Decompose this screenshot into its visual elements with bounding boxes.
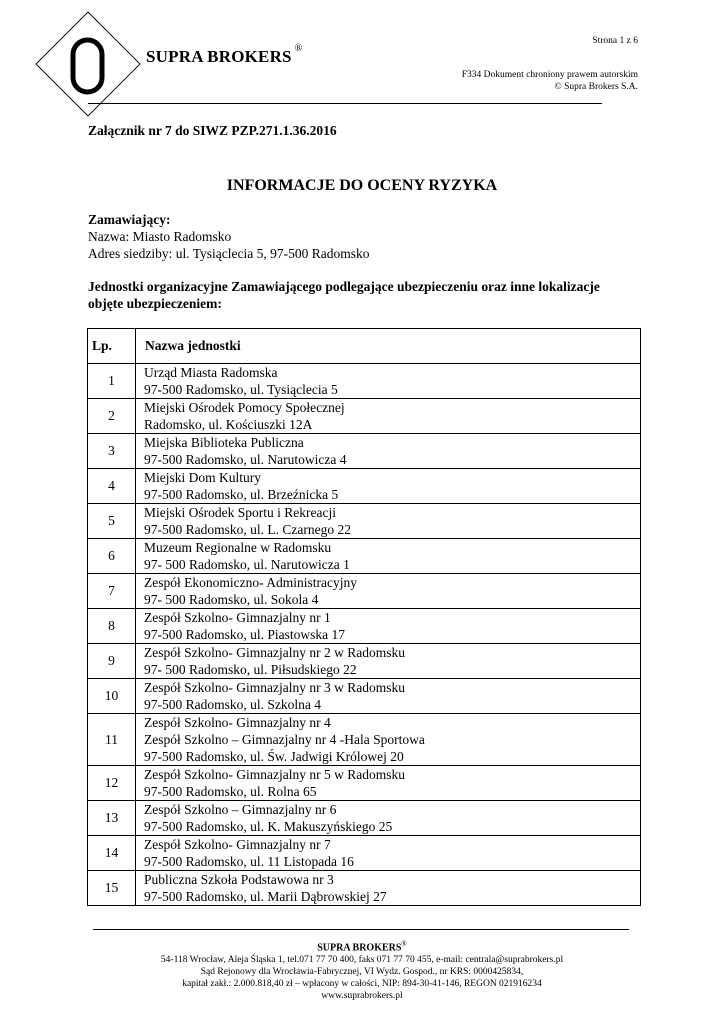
- unit-line: Radomsko, ul. Kościuszki 12A: [144, 417, 313, 432]
- unit-line: 97-500 Radomsko, ul. Piastowska 17: [144, 627, 345, 642]
- unit-name-cell: [136, 679, 641, 714]
- unit-name-cell: [136, 609, 641, 644]
- unit-line: 97-500 Radomsko, ul. Św. Jadwigi Królowej 20: [144, 749, 404, 764]
- client-address: Adres siedziby: ul. Tysiąclecia 5, 97-500 Radomsko: [88, 246, 370, 261]
- attachment-reference: Załącznik nr 7 do SIWZ PZP.271.1.36.2016: [88, 123, 337, 138]
- row-number: 8: [88, 609, 136, 644]
- footer-court: Sąd Rejonowy dla Wrocławia-Fabrycznej, VI Wydz. Gospod., nr KRS: 0000425834,: [200, 967, 524, 978]
- unit-name-cell: [136, 399, 641, 434]
- brand-name: SUPRA BROKERS ®: [146, 43, 303, 66]
- unit-name-cell: [136, 434, 641, 469]
- unit-line: 97-500 Radomsko, ul. L. Czarnego 22: [144, 522, 351, 537]
- unit-line: Zespół Szkolno – Gimnazjalny nr 4 -Hala Sportowa: [144, 732, 425, 747]
- unit-line: 97-500 Radomsko, ul. Marii Dąbrowskiej 27: [144, 889, 387, 904]
- unit-line: Publiczna Szkoła Podstawowa nr 3: [144, 872, 334, 887]
- unit-line: 97-500 Radomsko, ul. K. Makuszyńskiego 25: [144, 819, 393, 834]
- unit-name-cell: [136, 574, 641, 609]
- table-row: [88, 836, 641, 871]
- copyright-note: F334 Dokument chroniony prawem autorskim © Supra Brokers S.A.: [461, 70, 638, 92]
- unit-line: 97-500 Radomsko, ul. Rolna 65: [144, 784, 317, 799]
- table-row: [88, 399, 641, 434]
- table-row: [88, 574, 641, 609]
- header-divider: [88, 103, 602, 104]
- row-number: 4: [88, 469, 136, 504]
- row-number: 9: [88, 644, 136, 679]
- unit-name-cell: [136, 714, 641, 766]
- unit-line: 97-500 Radomsko, ul. Narutowicza 4: [144, 452, 347, 467]
- table-row: [88, 364, 641, 399]
- page-title: INFORMACJE DO OCENY RYZYKA: [226, 177, 498, 194]
- unit-name-cell: [136, 836, 641, 871]
- unit-line: Zespół Szkolno- Gimnazjalny nr 2 w Radomsku: [144, 645, 405, 660]
- footer-website: www.suprabrokers.pl: [321, 991, 403, 1002]
- unit-line: Zespół Szkolno- Gimnazjalny nr 7: [144, 837, 331, 852]
- footer-brand: SUPRA BROKERS®: [317, 940, 407, 954]
- client-name: Nazwa: Miasto Radomsko: [88, 229, 232, 244]
- unit-line: Miejski Ośrodek Pomocy Społecznej: [144, 400, 345, 415]
- column-header-lp: Lp.: [88, 329, 136, 364]
- unit-line: Urząd Miasta Radomska: [144, 365, 278, 380]
- unit-line: Zespół Szkolno- Gimnazjalny nr 3 w Radomsku: [144, 680, 405, 695]
- unit-line: 97- 500 Radomsko, ul. Piłsudskiego 22: [144, 662, 357, 677]
- unit-line: Zespół Szkolno – Gimnazjalny nr 6: [144, 802, 337, 817]
- table-row: [88, 539, 641, 574]
- table-row: [88, 679, 641, 714]
- table-row: [88, 469, 641, 504]
- table-row: [88, 871, 641, 906]
- unit-line: Muzeum Regionalne w Radomsku: [144, 540, 332, 555]
- table-row: [88, 609, 641, 644]
- unit-name-cell: [136, 801, 641, 836]
- unit-line: 97-500 Radomsko, ul. 11 Listopada 16: [144, 854, 354, 869]
- footer-divider: [93, 929, 629, 930]
- row-number: 5: [88, 504, 136, 539]
- row-number: 11: [88, 714, 136, 766]
- unit-name-cell: [136, 766, 641, 801]
- unit-line: 97-500 Radomsko, ul. Tysiąclecia 5: [144, 382, 338, 397]
- units-heading: Jednostki organizacyjne Zamawiającego podlegające ubezpieczeniu oraz inne lokalizacje objęte ubezpieczeniem:: [88, 279, 600, 311]
- table-row: [88, 714, 641, 766]
- unit-line: Miejski Ośrodek Sportu i Rekreacji: [144, 505, 336, 520]
- unit-line: Zespół Szkolno- Gimnazjalny nr 4: [144, 715, 331, 730]
- table-row: [88, 801, 641, 836]
- client-label: Zamawiający:: [88, 212, 171, 227]
- unit-name-cell: [136, 871, 641, 906]
- row-number: 10: [88, 679, 136, 714]
- unit-line: 97-500 Radomsko, ul. Brzeźnicka 5: [144, 487, 339, 502]
- table-row: [88, 434, 641, 469]
- unit-line: Zespół Szkolno- Gimnazjalny nr 1: [144, 610, 331, 625]
- client-info: [88, 211, 370, 262]
- table-row: [88, 766, 641, 801]
- page-number: Strona 1 z 6: [592, 36, 638, 46]
- unit-name-cell: [136, 364, 641, 399]
- unit-line: Zespół Szkolno- Gimnazjalny nr 5 w Radomsku: [144, 767, 405, 782]
- row-number: 14: [88, 836, 136, 871]
- unit-name-cell: [136, 644, 641, 679]
- unit-name-cell: [136, 469, 641, 504]
- row-number: 15: [88, 871, 136, 906]
- footer-address: 54-118 Wrocław, Aleja Śląska 1, tel.071 77 70 400, faks 071 77 70 455, e-mail: centrala@suprabrokers.pl: [160, 955, 564, 966]
- row-number: 1: [88, 364, 136, 399]
- row-number: 2: [88, 399, 136, 434]
- table-row: [88, 644, 641, 679]
- row-number: 12: [88, 766, 136, 801]
- footer: [0, 938, 724, 1002]
- footer-capital: kapitał zakł.: 2.000.818,40 zł – wpłacony w całości, NIP: 894-30-41-146, REGON 021916234: [182, 979, 542, 990]
- table-row: [88, 504, 641, 539]
- row-number: 3: [88, 434, 136, 469]
- row-number: 7: [88, 574, 136, 609]
- unit-line: 97-500 Radomsko, ul. Szkolna 4: [144, 697, 321, 712]
- row-number: 13: [88, 801, 136, 836]
- unit-line: Miejska Biblioteka Publiczna: [144, 435, 304, 450]
- unit-line: Miejski Dom Kultury: [144, 470, 261, 485]
- row-number: 6: [88, 539, 136, 574]
- unit-line: Zespół Ekonomiczno- Administracyjny: [144, 575, 357, 590]
- unit-line: 97- 500 Radomsko, ul. Sokola 4: [144, 592, 319, 607]
- column-header-name: Nazwa jednostki: [136, 329, 641, 364]
- unit-line: 97- 500 Radomsko, ul. Narutowicza 1: [144, 557, 350, 572]
- units-table: [87, 328, 641, 906]
- unit-name-cell: [136, 539, 641, 574]
- unit-name-cell: [136, 504, 641, 539]
- supra-brokers-logo-icon: [34, 10, 142, 118]
